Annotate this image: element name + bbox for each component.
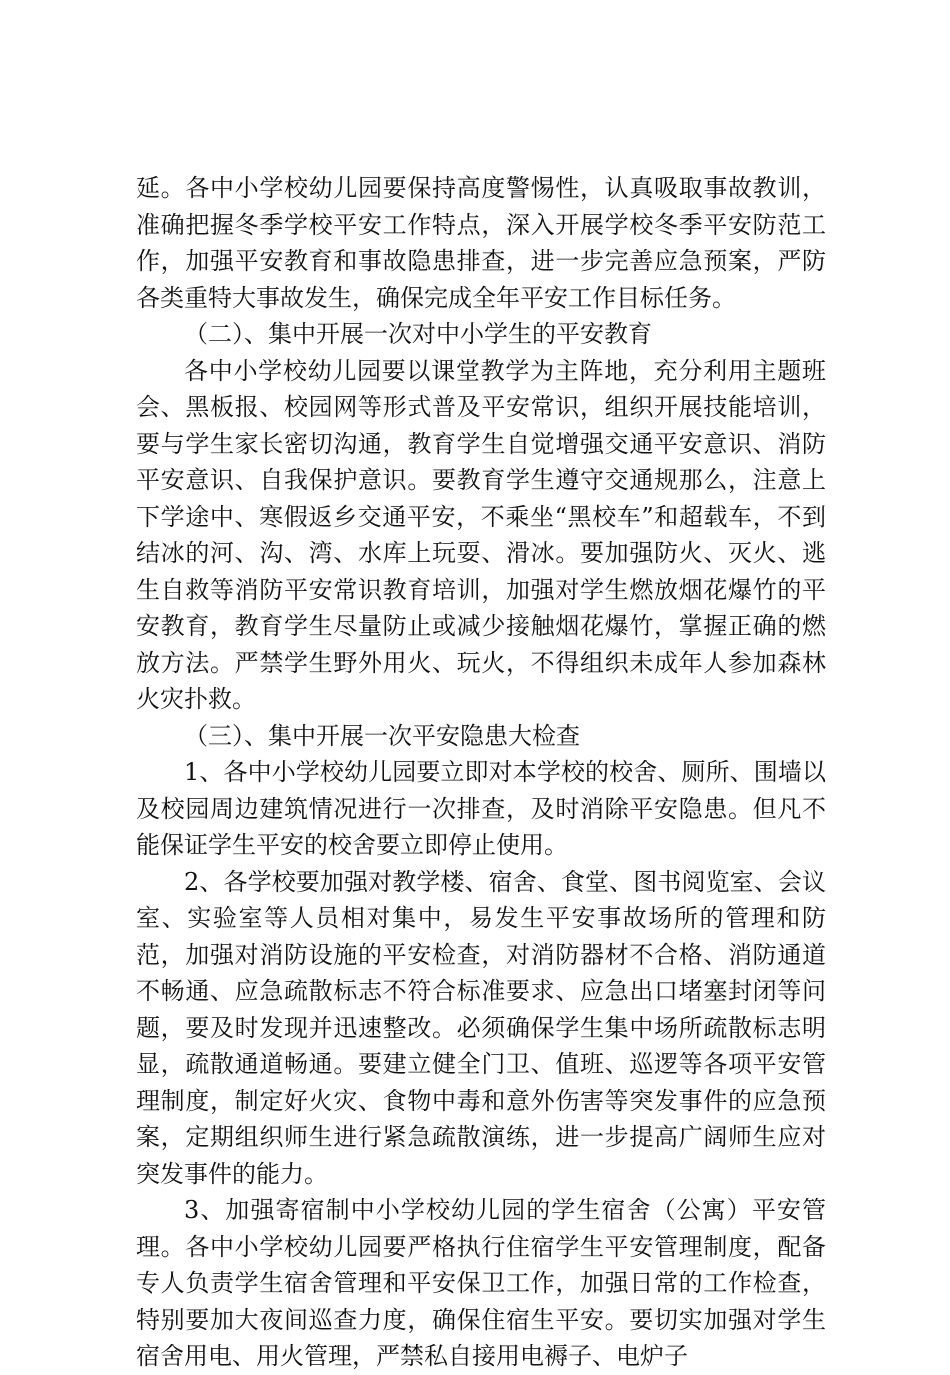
inspection-item-1: 1、各中小学校幼儿园要立即对本学校的校舍、厕所、围墙以及校园周边建筑情况进行一次排查，及时消除平安隐患。但凡不能保证学生平安的校舍要立即停止使用。 (136, 758, 826, 859)
section-heading-3: （三）、集中开展一次平安隐患大检查 (184, 721, 580, 750)
continuation-paragraph: 延。各中小学校幼儿园要保持高度警惕性，认真吸取事故教训，准确把握冬季学校平安工作特点，深入开展学校冬季平安防范工作，加强平安教育和事故隐患排查，进一步完善应急预案，严防各类重特大事故发生，确保完成全年平安工作目标任务。 (136, 174, 826, 312)
inspection-item-3: 3、加强寄宿制中小学校幼儿园的学生宿舍（公寓）平安管理。各中小学校幼儿园要严格执行住宿学生平安管理制度，配备专人负责学生宿舍管理和平安保卫工作，加强日常的工作检查，特别要加大夜间巡查力度，确保住宿生平安。要切实加强对学生宿舍用电、用火管理，严禁私自接用电褥子、电炉子 (136, 1196, 826, 1370)
inspection-item-2: 2、各学校要加强对教学楼、宿舍、食堂、图书阅览室、会议室、实验室等人员相对集中，易发生平安事故场所的管理和防范，加强对消防设施的平安检查，对消防器材不合格、消防通道不畅通、应急疏散标志不符合标准要求、应急出口堵塞封闭等问题，要及时发现并迅速整改。必须确保学生集中场所疏散标志明显，疏散通道畅通。要建立健全门卫、值班、巡逻等各项平安管理制度，制定好火灾、食物中毒和意外伤害等突发事件的应急预案，定期组织师生进行紧急疏散演练，进一步提高广阔师生应对突发事件的能力。 (136, 867, 826, 1188)
document-body (136, 170, 826, 1375)
section-heading-2: （二）、集中开展一次对中小学生的平安教育 (184, 320, 652, 348)
safety-education-paragraph: 各中小学校幼儿园要以课堂教学为主阵地，充分利用主题班会、黑板报、校园网等形式普及平安常识，组织开展技能培训，要与学生家长密切沟通，教育学生自觉增强交通平安意识、消防平安意识、自我保护意识。要教育学生遵守交通规那么，注意上下学途中、寒假返乡交通平安，不乘坐“黑校车”和超载车，不到结冰的河、沟、湾、水库上玩耍、滑冰。要加强防火、灭火、逃生自救等消防平安常识教育培训，加强对学生燃放烟花爆竹的平安教育，教育学生尽量防止或减少接触烟花爆竹，掌握正确的燃放方法。严禁学生野外用火、玩火，不得组织未成年人参加森林火灾扑救。 (136, 356, 826, 713)
